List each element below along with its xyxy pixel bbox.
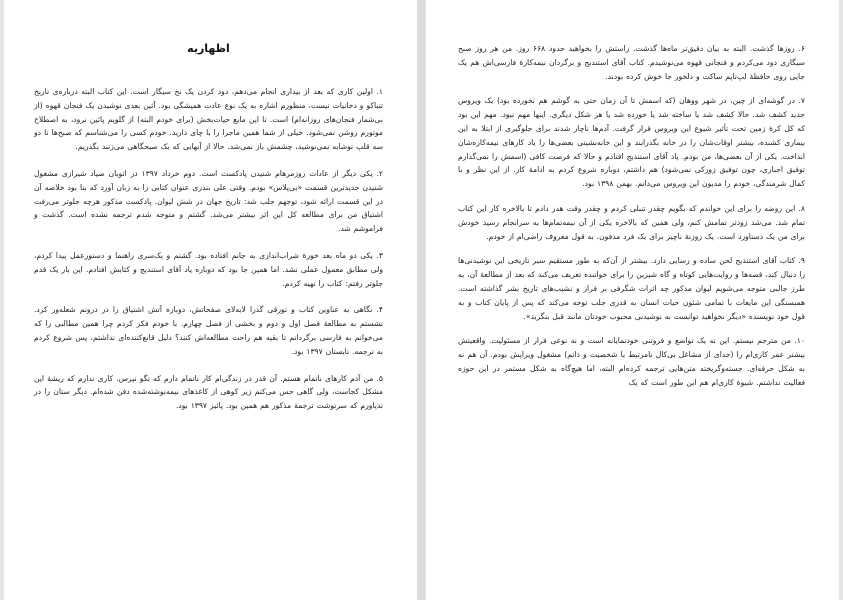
paragraph-10: ۱۰. من مترجم نیستم. این نه یک تواضع و فروتنی خودنمایانه است و نه نوعی فرار از مسئولیت. واقعیتش بیشتر عمر کاری‌ام را (جدای از مشاغل بی‌کال نامرتبط با شخصیت و ذاتم) مشغول ویرایش بودم. آن هم نه به شکل حرفه‌ای. جسته‌وگریخته متن‌هایی ترجمه کرده‌ام البته، اما هیچ‌گاه به شکل مستمر در این حوزه فعالیت نداشتم. شیوهٔ کاری‌ام هم این طور است که یک: [458, 336, 805, 387]
paragraph-8: ۸. این روضه را برای این خواندم که بگویم چقدر تنبلی کردم و چقدر وقت هدر دادم تا بالاخره کار این کتاب تمام شد. می‌شد زودتر تمامش کنم، ولی همین که بالاخره یکی از آن نیمه‌تمام‌ها به سرانجام رسید خودش برای من یک دستاورد است. یک روزنهٔ ناچیز برای یک فرد مدفون. به قول معروف راضی‌ام از خودم.: [458, 203, 805, 241]
right-page: [426, 0, 839, 600]
paragraph-7: ۷. در گوشه‌ای از چین، در شهر ووهان (که اسمش تا آن زمان حتی به گوشم هم نخورده بود) یک ویروس جدید کشف شد. حالا کشف شد یا ساخته شد یا خورده شد یا هر شکل دیگری. اینها مهم نبود. مهم این بود که کل کرهٔ زمین تحت تأثیر شیوع این ویروس قرار گرفت. آدم‌ها ناچار شدند برای جلوگیری از ابتلا به این بیماری کشنده، بیشتر اوقات‌شان را در خانه بگذرانند و این خانه‌نشینی بعضی‌ها را یاد کارهای نیمه‌کاره‌شان انداخت. یکی از آن بعضی‌ها، من بودم. یاد آقای استندیج افتادم و حالا که فرصت کافی (اسمش را نمی‌گذارم توفیق اجباری، چون توفیق زورکی نمی‌شود) هم داشتم، دوباره شروع کردم به ادامهٔ کار. از این نظر و با کمال شرمندگی، خودم را مدیون این ویروس می‌دانم. بهمن ۱۳۹۸ بود.: [458, 96, 805, 189]
page-title: اظهاریه: [187, 42, 230, 55]
paragraph-5: ۵. من آدم کارهای ناتمام هستم. آن قدر در زندگی‌ام کار ناتمام دارم که نگو نپرس. کاری ندارم که ریشهٔ این مشکل کجاست، ولی گاهی حس می‌کنم زیر کوهی از کاغذهای نیمه‌نوشته‌شده دفن شده‌ام. دیگر ستان را در ندیاورم که سرنوشت ترجمهٔ مذکور هم همین بود. پائیز ۱۳۹۷ بود.: [34, 373, 383, 411]
paragraph-1: ۱. اولین کاری که بعد از بیداری انجام می‌دهم، دود کردن یک نخ سیگار است. این کتاب البته درباره‌ی تاریخ تنباکو و دخانیات نیست، منظورم اشاره به یک نوع عادت همیشگی بود. آئین بعدی نوشیدن یک فنجان قهوه (از بی‌شمار فنجان‌های روزانه‌ام) است. تا این مایع حیات‌بخش (برای خودم البته) از گلویم پائین نرود، به اصطلاح موتورم روشن نمی‌شود. خیلی از شما همین ماجرا را با چای دارید. خودم کسی را می‌شناسم که صبح‌ها تا دو سه قلپ نوشابه نمی‌نوشید، چشمش باز نمی‌شد. حالا از آنهایی که یک صبحگاهی می‌زنند بگذریم.: [34, 87, 383, 152]
page-gutter: [417, 0, 426, 600]
left-page: [4, 0, 417, 600]
paragraph-2: ۲. یکی دیگر از عادات روزمرهام شنیدن پادکست است. دوم خرداد ۱۳۹۷ در اتوبان صیاد شیرازی مشغول شنیدن جدیدترین قسمت «بی‌پلاس» بودم. وقتی علی بندری عنوان کتابی را به زبان آورد که بنا بود خلاصه آن در این قسمت ارائه شود، توجهم جلب شد: تاریخ جهان در شش لیوان. پادکست مذکور هرچه جلوتر می‌رفت اشتیاق من برای مطالعه کل این اثر بیشتر می‌شد. گشتم و متوجه شدم ترجمه نشده است. گذشت و فراموشم شد.: [34, 168, 383, 234]
paragraph-9: ۹. کتاب آقای استندیج لحن ساده و رسایی دارد. بیشتر از آن‌که به طور مستقیم سیر تاریخی این نوشیدنی‌ها را دنبال کند، قصه‌ها و روایت‌هایی کوتاه و گاه شیرین را برای خواننده تعریف می‌کند که بعد از مطالعهٔ آن، به طرز جالبی متوجه می‌شویم لیوان مذکور چه اثرات شگرفی بر فراز و نشیب‌های تاریخ بشر گذاشته است. همبستگی این مایعات با تمامی شئون حیات انسان به قدری جلب توجه می‌کند که پس از پایان کتاب و به قول خود نویسنده «دیگر نخواهید توانست به نوشیدنی محبوب خودتان مانند قبل بنگرید».: [458, 256, 805, 321]
paragraph-4: ۴. نگاهی به عناوین کتاب و تورقی گذرا لابه‌لای صفحاتش، دوباره آتش اشتیاق را در درونم شعله‌ور کرد. نشستم به مطالعهٔ فصل اول و دوم و بخشی از فصل چهارم. با خودم فکر کردم چرا همین مطالبی را که می‌خوانم به فارسی برگردانم تا بقیه هم راحت مطالعه‌اش کنند؟ دلیل قانع‌کننده‌ای نداشتم، پس شروع کردم به ترجمه. تابستان ۱۳۹۷ بود.: [34, 305, 383, 356]
paragraph-3: ۳. یکی دو ماه بعد خورهٔ شراب‌اندازی به جانم افتاده بود. گشتم و یک‌سری راهنما و دستورعمل پیدا کردم، ولی مطابق معمول عملی نشد. اما همین جا بود که دوباره یاد آقای استندیج و کتابش افتادم. این بار یک قدم جلوتر رفتم: کتاب را تهیه کردم.: [34, 250, 383, 288]
paragraph-6: ۶. روزها گذشت. البته به بیان دقیق‌تر ماه‌ها گذشت. راستش را بخواهید حدود ۶۶۸ روز. من هر روز صبح سیگاری دود می‌کردم و فنجانی قهوه می‌نوشیدم. کتاب آقای استندیج و برگردان نیمه‌کارهٔ فارسی‌اش هم یک جایی روی حافظهٔ لپ‌تاپم ساکت و دلخور جا خوش کرده بودند.: [458, 44, 805, 81]
